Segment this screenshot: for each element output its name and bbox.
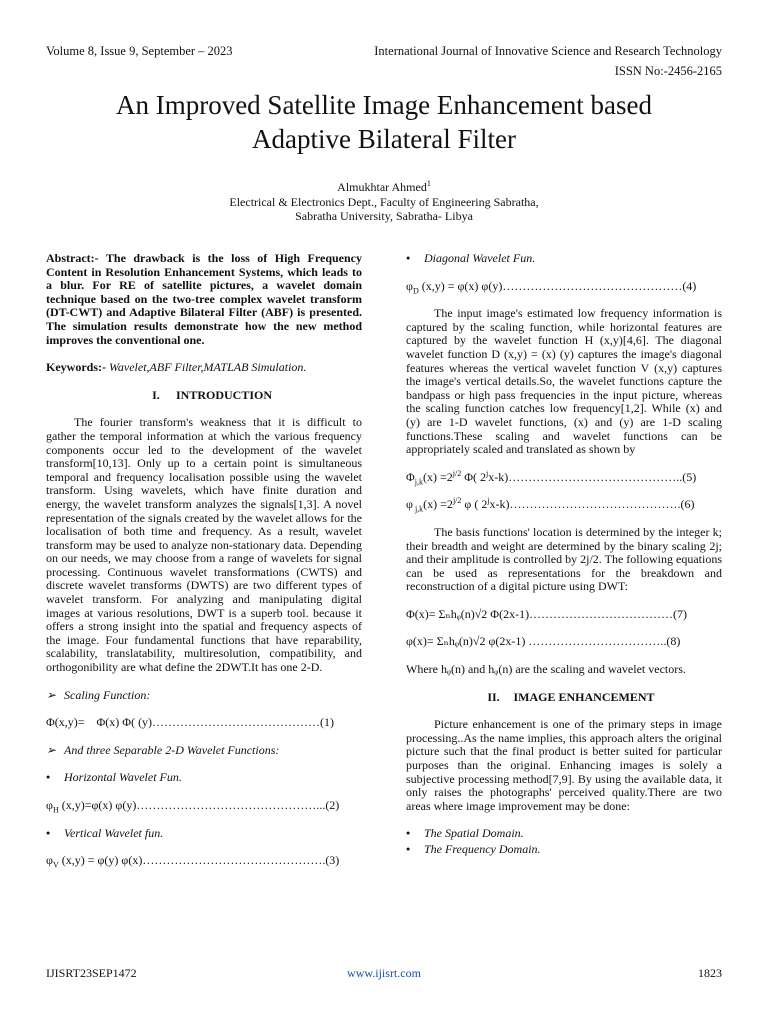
- basis-paragraph: The basis functions' location is determined by the integer k; their breadth and weight are determined by the binary scaling 2j; and their amplitude is controlled by 2j/2. The following equations can be used as representations for the breakdown and reconstruction of a digital picture using DWT:: [406, 524, 722, 594]
- vectors-sentence: Where hᵩ(n) and hᵩ(n) are the scaling and wavelet vectors.: [406, 662, 686, 677]
- bullet-spatial-domain: ● The Spatial Domain.: [406, 826, 524, 841]
- dot-bullet-icon: ●: [46, 828, 51, 837]
- equation-5: $\Phi_{j,k}(x) =2^{j/2}$ Φ( 2$^j$x-k)……………………………………..(5): [406, 468, 697, 487]
- equation-6: φ $_{j,k}(x) =2^{j/2}$ φ ( 2$^j$x-k)…………………………………….(6): [406, 496, 695, 514]
- bullet-horizontal-wavelet: ● Horizontal Wavelet Fun.: [46, 770, 182, 785]
- dot-bullet-icon: ●: [406, 829, 411, 838]
- affiliation-line-1: Electrical & Electronics Dept., Faculty of Engineering Sabratha,: [229, 194, 539, 209]
- bullet-scaling-function: ➢ Scaling Function:: [46, 687, 151, 702]
- dot-bullet-icon: ●: [406, 254, 411, 262]
- bullet-diagonal-wavelet: ● Diagonal Wavelet Fun.: [406, 251, 536, 265]
- equation-4: $\varphi_D$ (x,y) = φ(x) φ(y)………………………………………(4): [406, 278, 697, 295]
- author-name: Almukhtar Ahmed$^1$: [337, 179, 431, 194]
- right-column: [406, 252, 722, 857]
- page-number: 1823: [698, 966, 722, 980]
- left-column: [46, 252, 362, 868]
- abstract: Abstract:- The drawback is the loss of High Frequency Content in Resolution Enhancement Systems, which leads to a blur. For RE of satellite pictures, a wavelet domain technique based on the two-tree complex wavelet transform (DT-CWT) and Adaptive Bilateral Filter (ABF) is presented. The simulation results demonstrate how the new method improves the conventional one.: [46, 251, 362, 347]
- keywords: Keywords:- Wavelet,ABF Filter,MATLAB Simulation.: [46, 360, 307, 375]
- intro-paragraph: The fourier transform's weakness that it is difficult to gather the temporal information at which the various frequency components occur led to the development of the wavelet transform[10,13]. Only up to a certain point is simultaneous temporal and frequency localisation possible using the wavelet transform. Using wavelets, which have finite duration and energy, the wavelet transform analyzes the signals[1,3]. A novel representation of the signals created by the wavelet allows for the localisation of both time and frequency. As a result, wavelet transform may be used to analyze non-stationary data. Depending on our needs, we may choose from a range of wavelets for signal processing. Continuous wavelet transformations (CWTS) and discrete wavelet transforms (DWTS) are two different types of wavelet transform. For analyzing and manipulating digital images at various resolutions, DWT is a superb tool. because it offers a strong insight into the spatial and frequency aspects of the image. Four fundamental functions that have reparability, scalability, translatability, multiresolution, compatibility, and orthogonibility are what define the 2DWT.It has one 2-D.: [46, 415, 362, 675]
- paper-title: An Improved Satellite Image Enhancement based Adaptive Bilateral Filter: [115, 90, 653, 154]
- journal-volume: Volume 8, Issue 9, September – 2023: [46, 44, 233, 58]
- author-block: [0, 180, 768, 224]
- issn: ISSN No:-2456-2165: [614, 64, 722, 78]
- equation-3: $\varphi_V$ (x,y) = φ(y) φ(x)……………………………………….(3): [46, 853, 340, 870]
- arrow-bullet-icon: ➢: [46, 687, 57, 702]
- bullet-separable-functions: ➢ And three Separable 2-D Wavelet Functions:: [46, 742, 280, 757]
- bullet-vertical-wavelet: ● Vertical Wavelet fun.: [46, 825, 164, 840]
- affiliation-line-2: Sabratha University, Sabratha- Libya: [295, 209, 473, 223]
- dot-bullet-icon: ●: [406, 845, 411, 853]
- equation-1: Φ(x,y)= Φ(x) Φ( (y)……………………………………(1): [46, 715, 335, 730]
- journal-name: International Journal of Innovative Science and Research Technology: [374, 44, 722, 58]
- section-heading-introduction: I. INTRODUCTION: [152, 387, 272, 402]
- equation-8: φ(x)= Σₙhᵩ(n)√2 φ(2x-1) ……………………………..(8): [406, 634, 681, 649]
- wavelet-paragraph: The input image's estimated low frequency information is captured by the scaling function, while horizontal features are captured by the wavelet function H (x,y)[4,6]. The diagonal wavelet function D (x,y) = (x) (y) captures the image's diagonal features whereas the vertical wavelet function V (x,y) captures the image's vertical details.So, the wavelet functions capture the bandpass or high pass frequencies in the input picture, whereas the scaling function catches low frequency[1,2]. While (x) and (y) are 1-D wavelet functions, (x) and (y) are 1-D scaling functions.These scaling and wavelet functions can be appropriately scaled and translated as shown by: [406, 306, 722, 457]
- bullet-frequency-domain: ● The Frequency Domain.: [406, 842, 541, 856]
- equation-2: $\varphi_H$ (x,y)=φ(x) φ(y)………………………………………...(2): [46, 798, 340, 815]
- enhancement-paragraph: Picture enhancement is one of the primary steps in image processing..As the name implies, this approach alters the original picture such that the final product is better suited for particular purposes than the original. Enhancing images is solely a subjective processing method[7,9]. By using the available data, it only raises the photographs' perceived quality.There are two areas where image improvement may be done:: [406, 717, 722, 813]
- footer-website-link[interactable]: www.ijisrt.com: [347, 966, 421, 980]
- arrow-bullet-icon: ➢: [46, 742, 57, 757]
- dot-bullet-icon: ●: [46, 773, 51, 782]
- footer-paper-id: IJISRT23SEP1472: [46, 966, 137, 980]
- section-heading-image-enhancement: II. IMAGE ENHANCEMENT: [487, 689, 655, 704]
- equation-7: Φ(x)= Σₙhᵩ(n)√2 Φ(2x-1)………………………………(7): [406, 606, 688, 621]
